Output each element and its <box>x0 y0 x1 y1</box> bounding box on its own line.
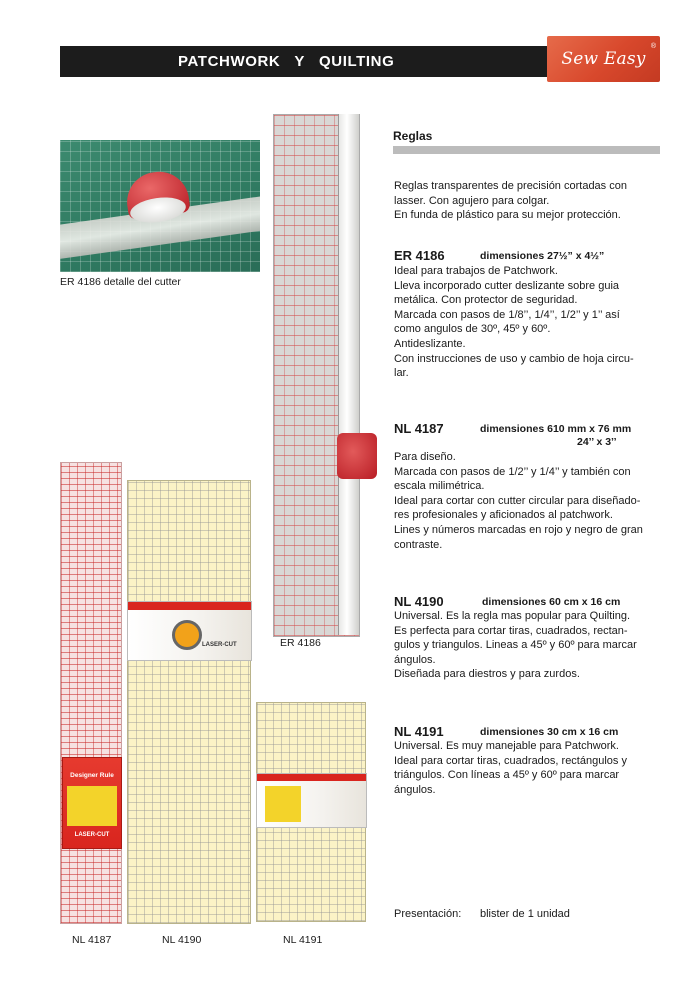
description-line: triángulos. Con líneas a 45º y 60º para marcar <box>394 769 620 782</box>
description-line: Con instrucciones de uso y cambio de hoja circu- <box>394 352 634 365</box>
description-line: Diseñada para diestros y para zurdos. <box>394 668 580 681</box>
description-line: Ideal para cortar tiras, cuadrados, rectángulos y <box>394 754 627 767</box>
nl4190-laser-cut-mark: LASER-CUT <box>202 642 237 648</box>
nl4187-blister-card <box>62 757 122 849</box>
product-dimensions-er4186: dimensiones 27½” x 4½” <box>480 250 605 262</box>
description-line: Ideal para cortar con cutter circular para diseñado- <box>394 494 641 507</box>
page-title: PATCHWORK Y QUILTING <box>178 53 395 70</box>
nl4191-blister-label <box>265 786 301 822</box>
nl4190-caption: NL 4190 <box>162 934 202 946</box>
product-code-nl4191: NL 4191 <box>394 724 444 739</box>
description-line: Antideslizante. <box>394 337 466 350</box>
section-title: Reglas <box>393 129 433 143</box>
description-line: Lines y números marcadas en rojo y negro de gran <box>394 523 643 536</box>
presentation-value: blister de 1 unidad <box>480 908 570 920</box>
description-line: Para diseño. <box>394 451 456 463</box>
sew-easy-logo <box>547 36 660 82</box>
nl4191-blister-stripe <box>257 774 366 781</box>
nl4190-ruler-image <box>127 480 251 924</box>
description-line: Ideal para trabajos de Patchwork. <box>394 265 558 277</box>
product-description-nl4190 <box>394 609 664 682</box>
product-description-nl4187 <box>394 450 664 552</box>
description-line: res profesionales y aficionados al patchwork. <box>394 509 613 522</box>
nl4191-blister-card <box>256 773 367 828</box>
description-line: Marcada con pasos de 1/2’’ y 1/4’’ y también con <box>394 465 631 478</box>
logo-text: Sew Easy <box>561 49 646 69</box>
nl4187-laser-cut-mark: LASER-CUT <box>74 832 110 838</box>
product-description-er4186 <box>394 264 664 381</box>
description-line: Universal. Es muy manejable para Patchwork. <box>394 740 619 752</box>
description-line: gulos y triangulos. Lineas a 45º y 60º para marcar <box>394 639 637 652</box>
nl4187-ruler-image <box>60 462 122 924</box>
description-line: Es perfecta para cortar tiras, cuadrados, rectan- <box>394 624 628 637</box>
product-code-nl4190: NL 4190 <box>394 594 444 609</box>
er4186-caption: ER 4186 <box>280 637 321 649</box>
nl4187-caption: NL 4187 <box>72 934 112 946</box>
description-line: Lleva incorporado cutter deslizante sobre guia <box>394 279 620 292</box>
cutter-detail-photo <box>60 140 260 272</box>
nl4191-caption: NL 4191 <box>283 934 323 946</box>
product-dimensions-nl4191: dimensiones 30 cm x 16 cm <box>480 726 619 738</box>
description-line: Marcada con pasos de 1/8’’, 1/4’’, 1/2’’ y 1’’ así <box>394 308 620 321</box>
presentation-label: Presentación: <box>394 908 462 920</box>
logo-registered-mark: ® <box>650 43 656 50</box>
er4186-cutter-image <box>337 433 377 479</box>
nl4187-blister-label <box>67 786 117 826</box>
photo-caption: ER 4186 detalle del cutter <box>60 276 181 288</box>
product-dimensions-inches-nl4187: 24’’ x 3’’ <box>577 436 617 448</box>
description-line: contraste. <box>394 538 443 551</box>
description-line: ángulos. <box>394 783 436 796</box>
nl4187-blister-title: Designer Rule <box>70 772 114 779</box>
description-line: Universal. Es la regla mas popular para Quilting. <box>394 610 631 622</box>
product-code-nl4187: NL 4187 <box>394 421 444 436</box>
section-rule <box>393 146 660 154</box>
intro-text <box>394 179 664 223</box>
intro-line: Reglas transparentes de precisión cortadas con <box>394 180 627 192</box>
product-dimensions-nl4190: dimensiones 60 cm x 16 cm <box>482 596 621 608</box>
product-dimensions-nl4187: dimensiones 610 mm x 76 mm <box>480 423 632 435</box>
nl4190-blister-card <box>127 601 252 661</box>
intro-line: lasser. Con agujero para colgar. <box>394 194 550 207</box>
description-line: metálica. Con protector de seguridad. <box>394 294 578 307</box>
product-code-er4186: ER 4186 <box>394 248 445 263</box>
intro-line: En funda de plástico para su mejor protección. <box>394 209 621 222</box>
description-line: escala milimétrica. <box>394 480 485 493</box>
product-description-nl4191 <box>394 739 664 797</box>
description-line: lar. <box>394 367 409 380</box>
nl4190-blister-stripe <box>128 602 251 610</box>
nl4190-cutter-icon <box>172 620 202 650</box>
description-line: ángulos. <box>394 653 436 666</box>
description-line: como angulos de 30º, 45º y 60º. <box>394 323 551 336</box>
er4186-metal-rail <box>338 114 359 635</box>
